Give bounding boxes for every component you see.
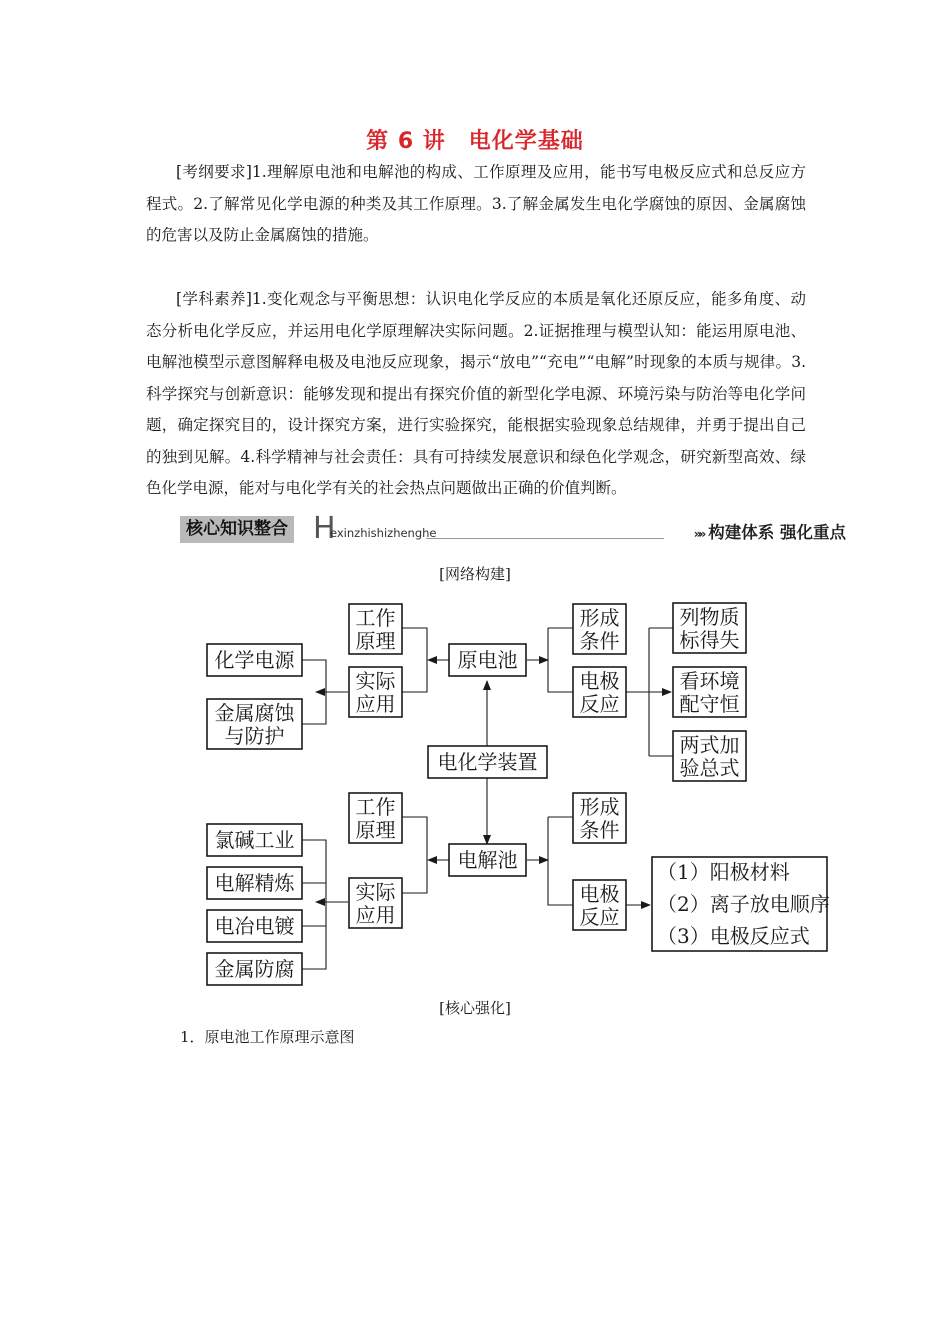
svg-text:条件: 条件 bbox=[579, 629, 620, 653]
svg-text:电极: 电极 bbox=[579, 882, 620, 906]
svg-text:（2）离子放电顺序: （2）离子放电顺序 bbox=[657, 892, 830, 916]
svg-text:标得失: 标得失 bbox=[679, 628, 740, 652]
node-step-list-substances bbox=[673, 603, 746, 653]
banner-label: 核心知识整合 bbox=[180, 516, 294, 543]
svg-text:原理: 原理 bbox=[355, 818, 396, 842]
svg-text:实际: 实际 bbox=[355, 880, 396, 904]
svg-text:列物质: 列物质 bbox=[679, 605, 740, 629]
node-electrolytic-cell bbox=[449, 844, 526, 876]
svg-text:验总式: 验总式 bbox=[679, 756, 740, 780]
node-electrolysis-steps bbox=[652, 857, 830, 951]
node-electrolysis-formation-condition bbox=[573, 793, 626, 843]
svg-text:看环境: 看环境 bbox=[679, 669, 740, 693]
svg-text:原理: 原理 bbox=[355, 629, 396, 653]
node-metal-corrosion-protection bbox=[207, 699, 302, 749]
svg-text:条件: 条件 bbox=[579, 818, 620, 842]
node-electrolysis-electrode-reaction bbox=[573, 880, 626, 930]
exam-requirements-paragraph: [考纲要求]1.理解原电池和电解池的构成、工作原理及应用，能书写电极反应式和总反应方程式。2.了解常见化学电源的种类及其工作原理。3.了解金属发生电化学腐蚀的原因、金属腐蚀的危害以及防止金属腐蚀的措施。 bbox=[146, 163, 806, 244]
node-cell-electrode-reaction bbox=[573, 667, 626, 717]
svg-text:原电池: 原电池 bbox=[457, 648, 518, 672]
svg-text:电极: 电极 bbox=[579, 669, 620, 693]
svg-text:应用: 应用 bbox=[355, 903, 396, 927]
node-cell-formation-condition bbox=[573, 604, 626, 654]
node-galvanic-cell bbox=[449, 644, 526, 676]
svg-text:反应: 反应 bbox=[579, 905, 620, 929]
svg-text:电解精炼: 电解精炼 bbox=[214, 871, 295, 895]
svg-text:配守恒: 配守恒 bbox=[679, 692, 740, 716]
banner-pinyin: exinzhishizhenghe bbox=[330, 526, 437, 540]
node-electrochemical-device bbox=[428, 746, 547, 778]
svg-text:（3）电极反应式: （3）电极反应式 bbox=[657, 924, 810, 948]
svg-text:实际: 实际 bbox=[355, 669, 396, 693]
network-caption: [网络构建] bbox=[439, 565, 511, 583]
svg-text:金属腐蚀: 金属腐蚀 bbox=[214, 701, 295, 725]
banner-slogan-text: 构建体系 强化重点 bbox=[708, 523, 846, 542]
svg-text:应用: 应用 bbox=[355, 692, 396, 716]
subject-literacy-paragraph: [学科素养]1.变化观念与平衡思想：认识电化学反应的本质是氧化还原反应，能多角度、动态分析电化学反应，并运用电化学原理解决实际问题。2.证据推理与模型认知：能运用原电池、电解池模型示意图解释电极及电池反应现象，揭示“放电”“充电”“电解”时现象的本质与规律。3.科学探究与创新意识：能够发现和提出有探究价值的新型化学电源、环境污染与防治等电化学问题，确定探究目的，设计探究方案，进行实验探究，能根据实验现象总结规律，并勇于提出自己的独到见解。4.科学精神与社会责任：具有可持续发展意识和绿色化学观念，研究新型高效、绿色化学电源，能对与电化学有关的社会热点问题做出正确的价值判断。 bbox=[146, 290, 806, 497]
node-cell-principle bbox=[349, 604, 402, 654]
svg-text:化学电源: 化学电源 bbox=[214, 648, 295, 672]
node-metal-anticorrosion bbox=[207, 953, 302, 985]
double-arrow-icon: »» bbox=[693, 527, 704, 541]
svg-text:（1）阳极材料: （1）阳极材料 bbox=[657, 860, 790, 884]
svg-text:形成: 形成 bbox=[579, 606, 620, 630]
node-chemical-power-source bbox=[207, 644, 302, 676]
core-caption: [核心强化] bbox=[439, 999, 511, 1017]
svg-text:电化学装置: 电化学装置 bbox=[437, 750, 538, 774]
svg-text:工作: 工作 bbox=[355, 606, 396, 630]
node-electrolysis-principle bbox=[349, 793, 402, 843]
svg-text:两式加: 两式加 bbox=[679, 733, 740, 757]
node-electrometallurgy-plating bbox=[207, 910, 302, 942]
svg-text:电冶电镀: 电冶电镀 bbox=[214, 914, 295, 938]
node-step-check-environment bbox=[673, 667, 746, 717]
node-cell-application bbox=[349, 667, 402, 717]
svg-text:与防护: 与防护 bbox=[224, 724, 285, 748]
node-electrolysis-application bbox=[349, 878, 402, 928]
svg-text:金属防腐: 金属防腐 bbox=[214, 957, 295, 981]
node-electrorefining bbox=[207, 867, 302, 899]
svg-text:反应: 反应 bbox=[579, 692, 620, 716]
svg-text:电解池: 电解池 bbox=[457, 848, 518, 872]
section-item-1: 1．原电池工作原理示意图 bbox=[180, 1028, 355, 1046]
svg-text:工作: 工作 bbox=[355, 795, 396, 819]
svg-text:形成: 形成 bbox=[579, 795, 620, 819]
svg-text:氯碱工业: 氯碱工业 bbox=[214, 828, 295, 852]
page-title: 第 6 讲 电化学基础 bbox=[366, 129, 584, 154]
node-chlor-alkali-industry bbox=[207, 824, 302, 856]
node-step-add-equations bbox=[673, 731, 746, 781]
banner-initial: H bbox=[313, 511, 336, 546]
